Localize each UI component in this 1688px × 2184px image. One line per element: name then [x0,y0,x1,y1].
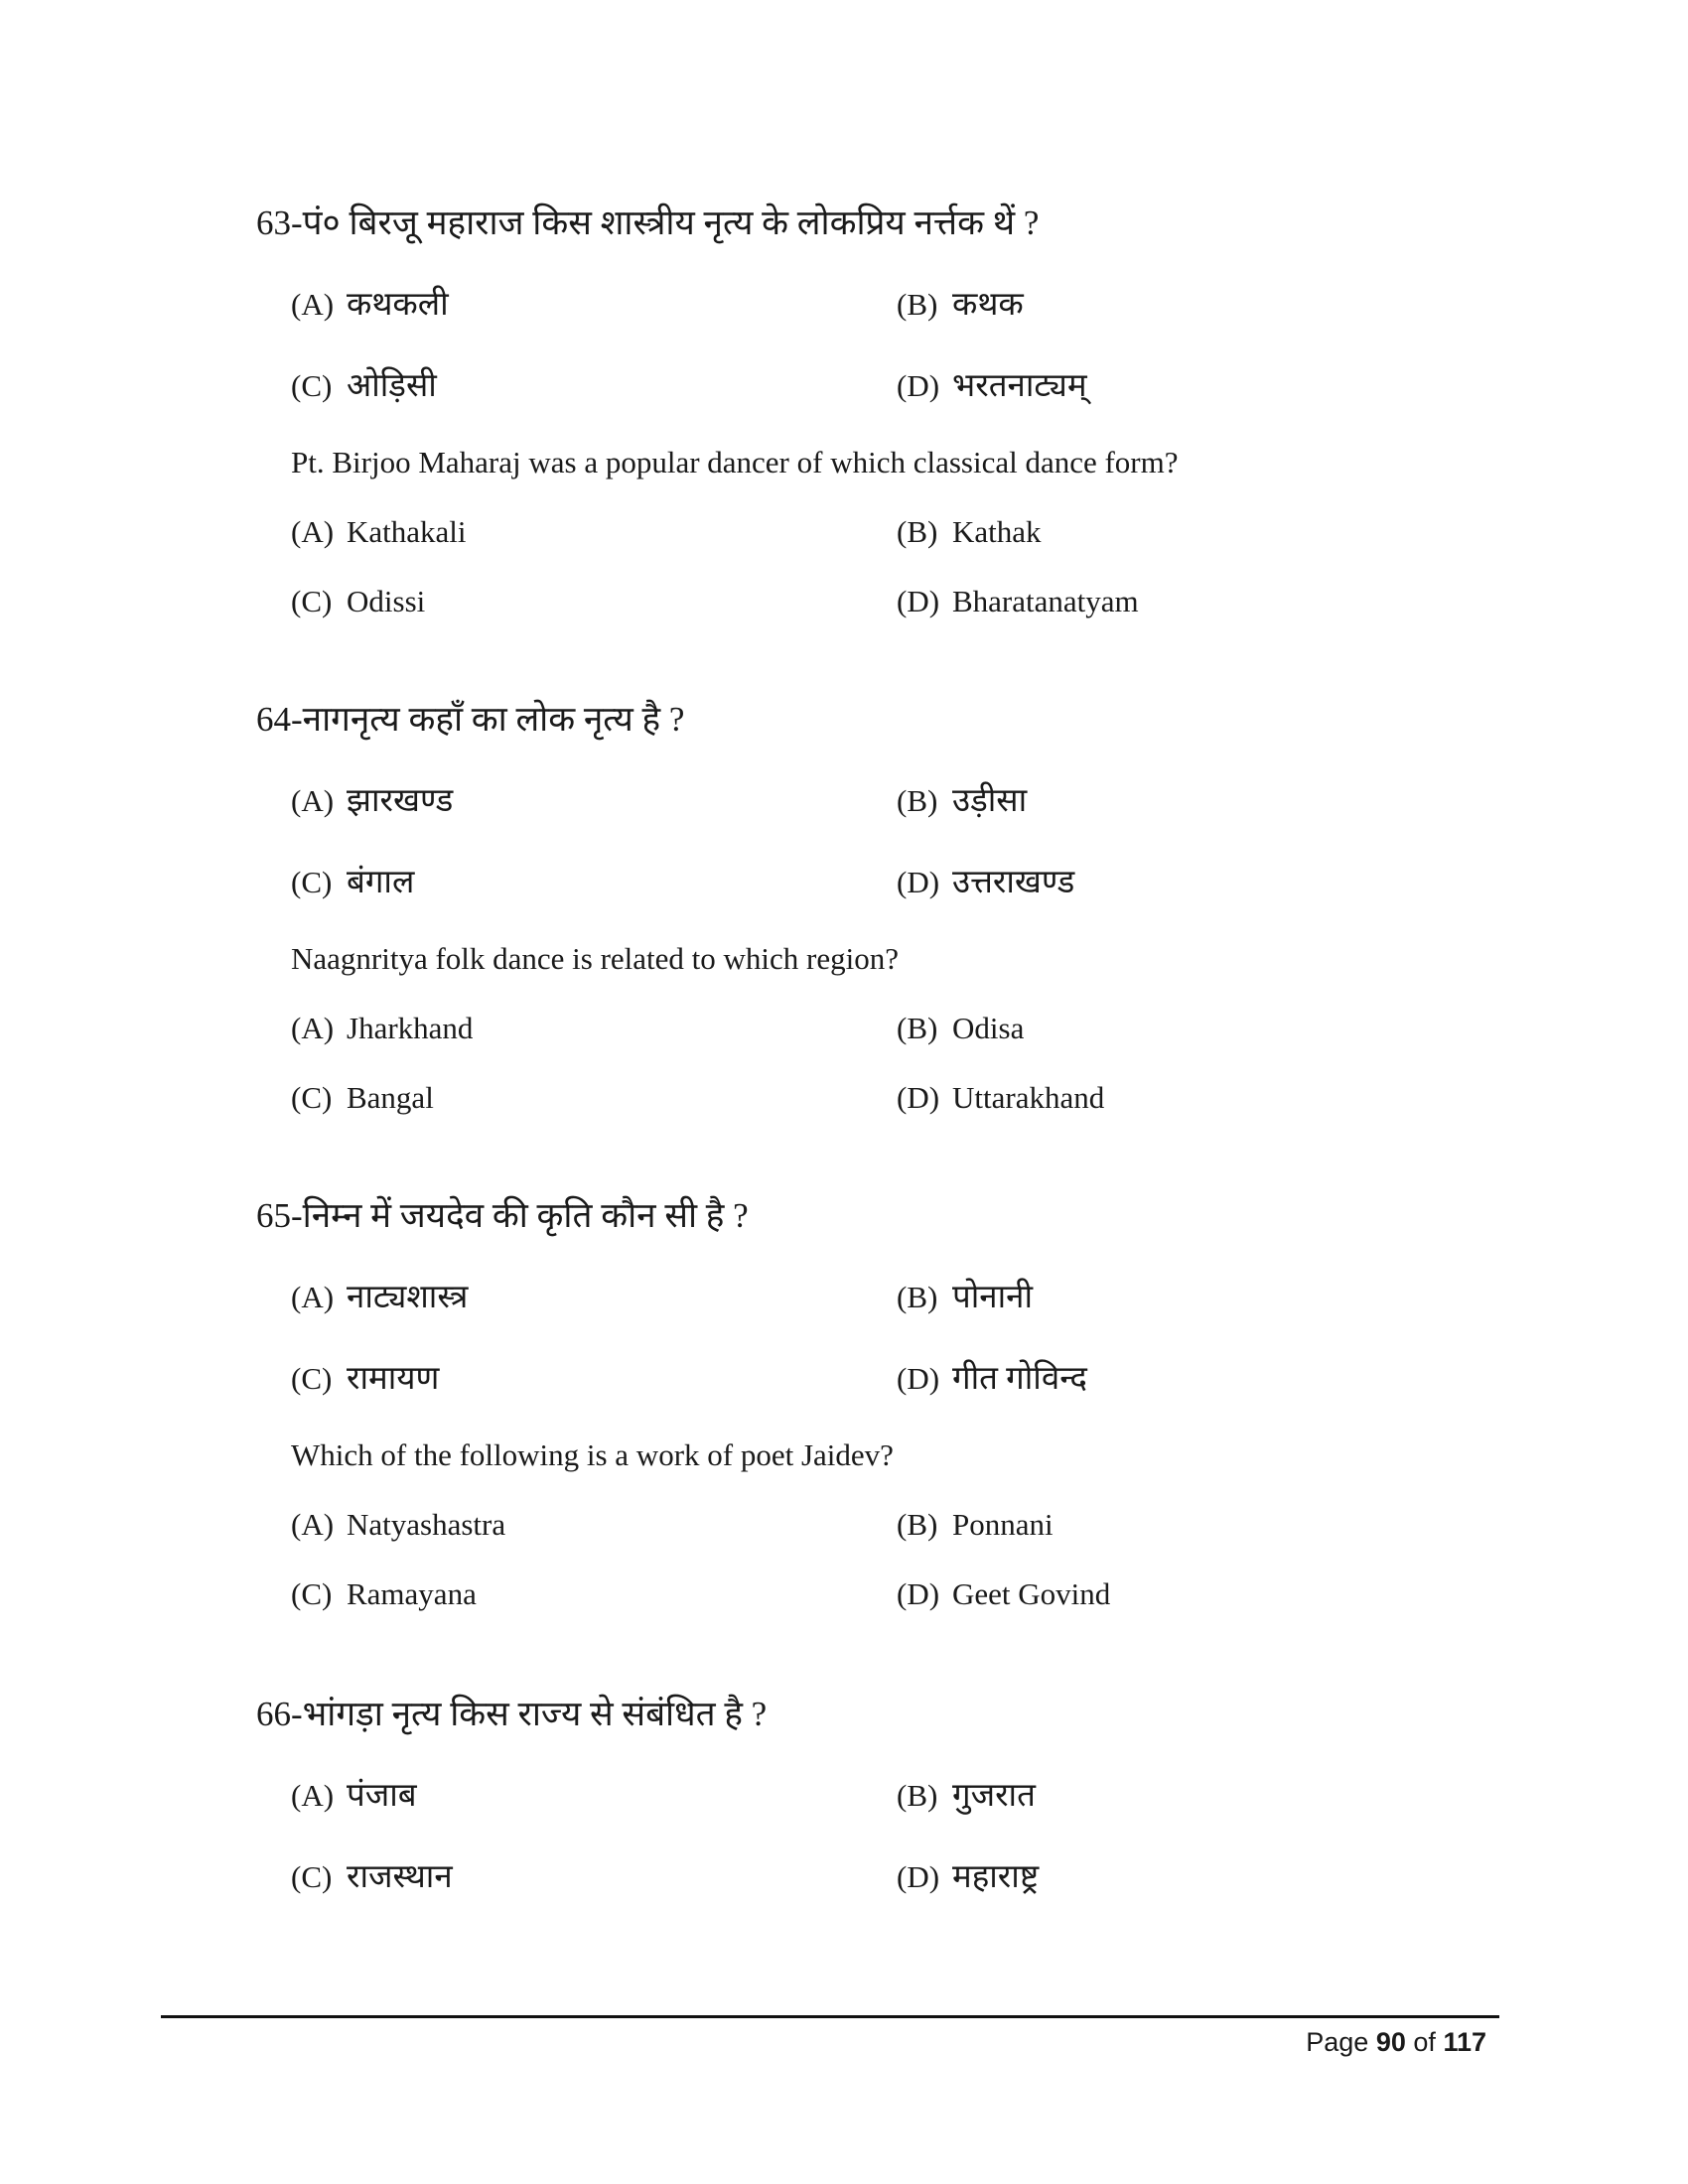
option-text: Odissi [347,584,426,618]
option-text: ओड़िसी [347,368,437,404]
option-text: झारखण्ड [347,783,454,819]
option-label: (D) [897,368,940,403]
total-pages: 117 [1443,2027,1486,2057]
option-label: (C) [291,1576,333,1611]
option-hindi-d [897,361,1087,406]
option-text: Uttarakhand [952,1080,1105,1115]
option-hindi-d [897,858,1074,902]
option-label: (B) [897,1280,938,1314]
option-hindi-a [291,1771,417,1816]
option-text: भरतनाट्यम् [952,368,1087,404]
option-label: (D) [897,1859,940,1894]
option-hindi-b [897,280,1024,325]
option-english-b [897,1507,1054,1543]
option-english-d [897,1080,1104,1116]
option-label: (C) [291,584,333,618]
option-text: Odisa [952,1011,1025,1045]
question-english-text: Which of the following is a work of poet Jaidev? [291,1437,894,1472]
option-english-b [897,1011,1024,1046]
option-hindi-b [897,1273,1033,1317]
option-hindi-c [291,361,437,406]
question-english-text: Naagnritya folk dance is related to which region? [291,941,900,976]
option-label: (A) [291,1507,335,1542]
page-number [1306,2027,1486,2058]
option-hindi-c [291,858,414,902]
option-label: (D) [897,1576,940,1611]
option-label: (C) [291,1080,333,1115]
option-label: (C) [291,368,333,403]
option-english-c [291,1080,434,1116]
option-label: (B) [897,287,938,322]
option-text: पोनानी [952,1280,1034,1315]
footer-divider [161,2015,1499,2018]
option-text: महाराष्ट्र [952,1859,1040,1895]
option-text: नाट्यशास्त्र [347,1280,469,1315]
of-word: of [1413,2027,1436,2057]
question-english-text: Pt. Birjoo Maharaj was a popular dancer of which classical dance form? [291,445,1179,479]
question-hindi-text: 63-पं० बिरजू महाराज किस शास्त्रीय नृत्य के लोकप्रिय नर्त्तक थें ? [256,204,1040,242]
option-hindi-c [291,1852,453,1897]
option-hindi-a [291,776,453,821]
option-label: (A) [291,514,335,549]
option-text: पंजाब [347,1778,417,1814]
option-text: Jharkhand [347,1011,474,1045]
question-hindi-text: 64-नागनृत्य कहाँ का लोक नृत्य है ? [256,700,685,739]
option-text: कथक [952,287,1024,323]
option-label: (D) [897,1080,940,1115]
option-label: (B) [897,1507,938,1542]
option-text: गुजरात [952,1778,1036,1814]
option-hindi-a [291,280,449,325]
option-label: (C) [291,1361,333,1396]
option-text: रामायण [347,1361,440,1397]
option-label: (B) [897,1011,938,1045]
option-hindi-d [897,1354,1087,1399]
option-english-c [291,584,425,619]
option-label: (D) [897,584,940,618]
option-text: Bharatanatyam [952,584,1139,618]
option-text: Natyashastra [347,1507,506,1542]
option-english-a [291,1011,473,1046]
option-label: (C) [291,865,333,899]
option-label: (C) [291,1859,333,1894]
option-text: राजस्थान [347,1859,453,1895]
option-text: Kathak [952,514,1042,549]
option-english-d [897,584,1139,619]
option-label: (B) [897,783,938,818]
option-text: उत्तराखण्ड [952,865,1075,900]
option-english-a [291,1507,505,1543]
option-text: कथकली [347,287,449,323]
option-english-a [291,514,467,550]
option-hindi-c [291,1354,439,1399]
option-text: गीत गोविन्द [952,1361,1087,1397]
option-label: (A) [291,1280,335,1314]
page-word: Page [1306,2027,1369,2057]
option-text: उड़ीसा [952,783,1028,819]
option-label: (A) [291,783,335,818]
option-text: Ramayana [347,1576,477,1611]
option-label: (A) [291,1778,335,1813]
option-text: Geet Govind [952,1576,1111,1611]
option-english-b [897,514,1042,550]
option-hindi-b [897,1771,1036,1816]
option-text: Ponnani [952,1507,1054,1542]
option-english-c [291,1576,477,1612]
option-text: Bangal [347,1080,434,1115]
option-label: (D) [897,1361,940,1396]
option-label: (D) [897,865,940,899]
option-hindi-d [897,1852,1039,1897]
current-page: 90 [1375,2027,1406,2057]
option-label: (B) [897,1778,938,1813]
option-hindi-a [291,1273,468,1317]
question-hindi-text: 65-निम्न में जयदेव की कृति कौन सी है ? [256,1196,749,1235]
option-label: (A) [291,1011,335,1045]
option-text: बंगाल [347,865,415,900]
option-english-d [897,1576,1110,1612]
option-text: Kathakali [347,514,467,549]
question-hindi-text: 66-भांगड़ा नृत्य किस राज्य से संबंधित है ? [256,1695,768,1733]
option-label: (B) [897,514,938,549]
option-hindi-b [897,776,1027,821]
option-label: (A) [291,287,335,322]
